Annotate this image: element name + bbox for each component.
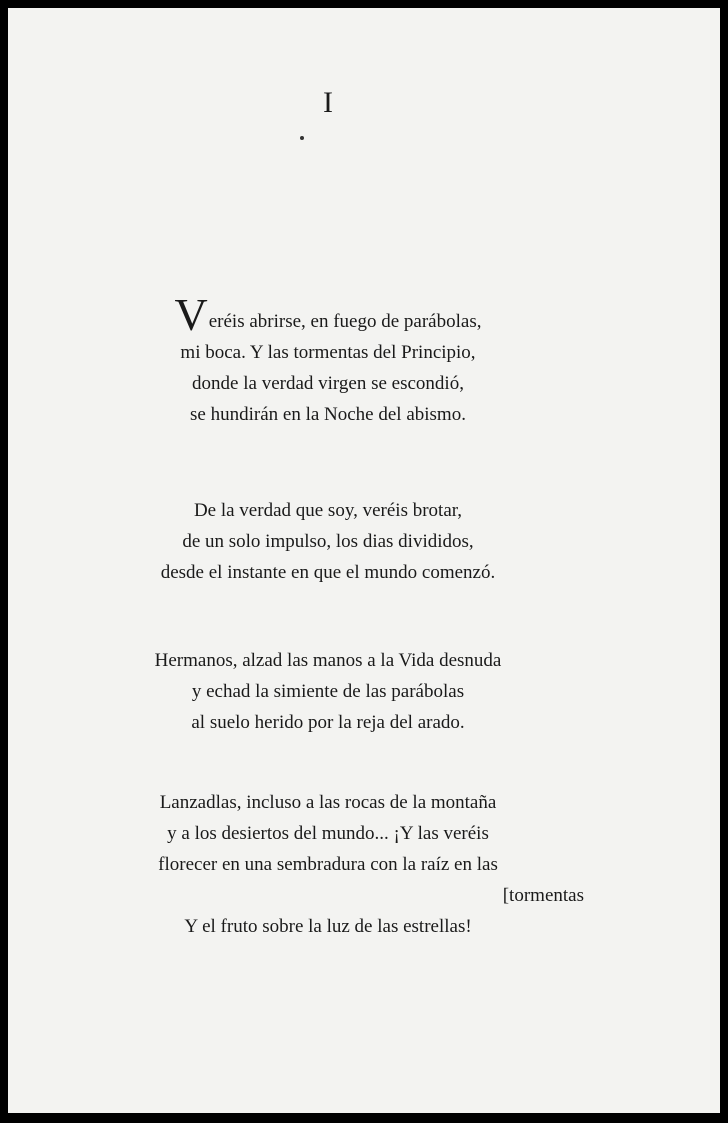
stanza-line: donde la verdad virgen se escondió, [192,373,464,394]
book-page [8,8,720,1113]
chapter-numeral: I [323,86,333,119]
stanza-line: Lanzadlas, incluso a las rocas de la montaña [159,792,497,813]
stanza-line: Y el fruto sobre la luz de las estrellas! [184,916,472,937]
stanza-2 [68,495,588,588]
stanza-line: mi boca. Y las tormentas del Principio, [180,342,476,363]
stanza-line: De la verdad que soy, veréis brotar, [193,500,463,521]
drop-cap: V [174,289,208,340]
stanza-line: Hermanos, alzad las manos a la Vida desnuda [154,650,502,671]
stanza-line: y echad la simiente de las parábolas [191,681,465,702]
stanza-line: florecer en una sembradura con la raíz en las [158,854,498,875]
stanza-line: Veréis abrirse, en fuego de parábolas, [174,289,482,340]
stanza-line: y a los desiertos del mundo... ¡Y las veréis [167,823,489,844]
stanza-line: al suelo herido por la reja del arado. [191,712,465,733]
stanza-4 [68,787,588,942]
stanza-line: se hundirán en la Noche del abismo. [190,404,466,425]
stanza-1 [68,289,588,430]
stanza-line-continuation: [tormentas [502,885,584,906]
stanza-3 [68,645,588,738]
stanza-line: de un solo impulso, los dias divididos, [182,531,474,552]
ink-speck [300,136,304,140]
stanza-line: desde el instante en que el mundo comenzó. [160,562,496,583]
